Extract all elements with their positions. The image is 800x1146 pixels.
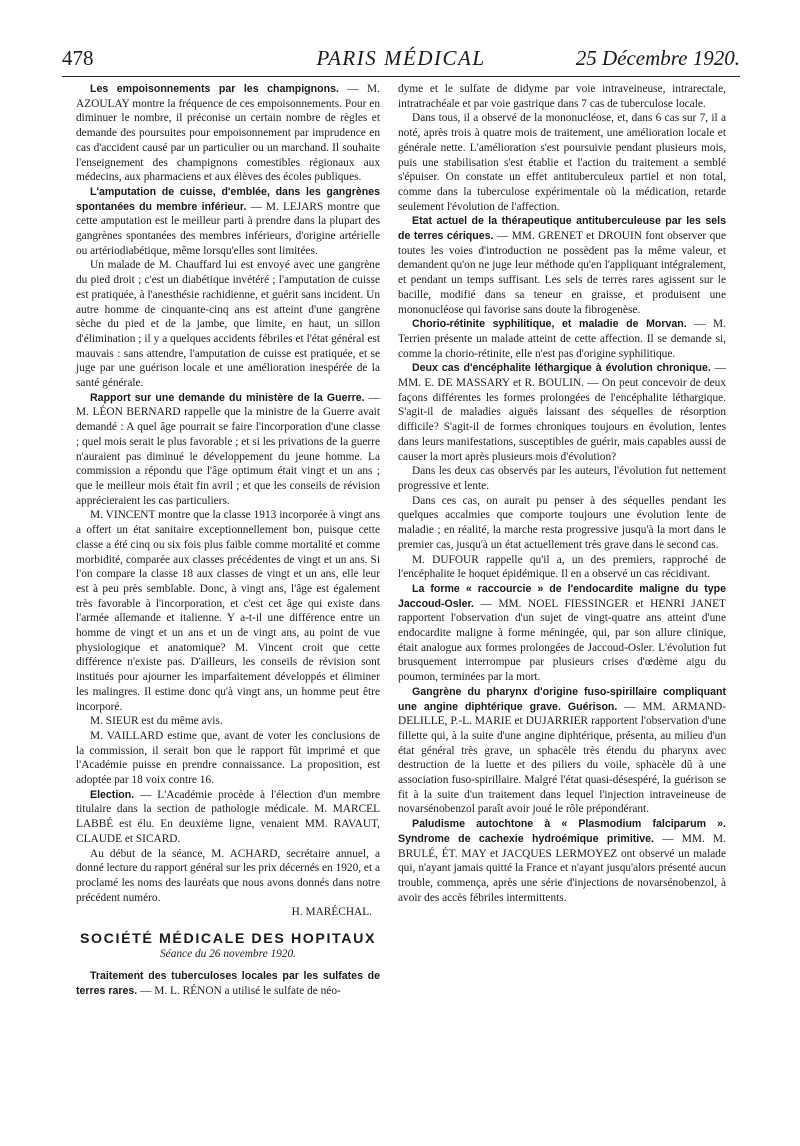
article-text: — MM. M. BRULÉ, ÉT. MAY et JACQUES LERMOYEZ ont observé un malade qui, n'ayant jamais quitté la France et n'ayant jusqu'alors présenté aucun trouble, commença, après une série d'injections de novarsénobenzol, à avoir des accès fébriles intermittents.: [398, 832, 726, 904]
article-heading: Etat actuel de la thérapeutique antituberculeuse par les sels de terres cériques.: [398, 215, 726, 243]
article-paragraph: [76, 969, 380, 998]
paragraph: M. VAILLARD estime que, avant de voter les conclusions de la commission, il serait bon que le rapport fût imprimé et que l'Académie puisse en prendre connaissance. La proposition, est adoptée par 18 voix contre 16.: [76, 729, 380, 787]
article-heading: Traitement des tuberculoses locales par les sulfates de terres rares.: [76, 970, 380, 998]
paragraph-continuation: dyme et le sulfate de didyme par voie intraveineuse, intrarectale, intratrachéale et par voie gastrique dans 7 cas de tuberculose locale.: [398, 83, 726, 110]
section-subtitle: Séance du 26 novembre 1920.: [160, 947, 296, 960]
paragraph: Dans les deux cas observés par les auteurs, l'évolution fut nettement progressive et lente.: [398, 465, 726, 492]
article-heading: Chorio-rétinite syphilitique, et maladie de Morvan.: [412, 318, 687, 331]
paragraph: Dans ces cas, on aurait pu penser à des séquelles pendant les quelques accalmies que comporte toujours une évolution lente de maladie ; en réalité, la marche resta progressive jusqu'à la mort dans le premier cas, jusqu'à un état actuellement très grave dans le second cas.: [398, 494, 726, 551]
article-heading: La forme « raccourcie » de l'endocardite maligne du type Jaccoud-Osler.: [398, 582, 726, 610]
article-paragraph: [76, 391, 380, 509]
left-column: [76, 82, 380, 999]
article-paragraph: [76, 788, 380, 847]
article-text: — MM. E. DE MASSARY et R. BOULIN. — On peut concevoir de deux façons différentes les formes prolongées de l'encéphalite léthargique. S'agit-il de maladies aiguës laissant des séquelles de résorption difficile? S'agit-il de formes chroniques toujours en évolution, lentes dans leurs manifestations, susceptibles de guérir, mais capables aussi de causer la mort après plusieurs mois d'évolution?: [398, 362, 726, 463]
article-heading: Paludisme autochtone à « Plasmodium falciparum ». Syndrome de cachexie hydroémique primitive.: [398, 818, 726, 845]
article-paragraph: [398, 361, 726, 464]
paragraph: Au début de la séance, M. ACHARD, secrétaire annuel, a donné lecture du rapport général sur les prix décernés en 1920, et a proclamé les noms des lauréats que nous avons donnés dans notre précédent numéro.: [76, 847, 380, 904]
journal-title: PARIS MÉDICAL: [316, 46, 486, 70]
paragraph: Un malade de M. Chauffard lui est envoyé avec une gangrène du pied droit ; c'est un diabétique invétéré ; l'amputation de cuisse est pratiquée, à l'anesthésie rachidienne, et guérit sans incident. Un autre homme de cinquante-cinq ans est atteint d'une gangrène sèche du pied et de la jambe, que limite, en haut, un sillon d'élimination ; il y a quelques accidents fébriles et l'état général est mauvais : sans attendre, l'amputation de cuisse est pratiquée, et se juge par une guérison locale et une amélioration inespérée de la santé générale.: [76, 259, 380, 390]
article-paragraph: [76, 185, 380, 259]
article-heading: Election.: [90, 788, 135, 801]
article-text: — M. L. RÉNON a utilisé le sulfate de néo-: [137, 985, 341, 998]
article-heading: Gangrène du pharynx d'origine fuso-spirillaire compliquant une angine diphtérique grave. Guérison.: [398, 685, 726, 713]
article-text: — MM. GRENET et DROUIN font observer que toutes les voies d'introduction ne possèdent pas la même valeur, et demandent qu'on ne juge leur méthode qu'en l'appliquant intégralement, et pendant un temps suffisant. Les sels de terres rares agissent sur le bacille, modifié dans sa teneur en graisse, et produisent une mononucléose qui favorise sans doute la fibrogenèse.: [398, 230, 726, 316]
paragraph: M. DUFOUR rappelle qu'il a, un des premiers, rapproché de l'encéphalite le hoquet épidémique. Il en a observé un cas récidivant.: [398, 553, 726, 581]
article-paragraph: [398, 685, 726, 817]
article-text: — M. AZOULAY montre la fréquence de ces empoisonnements. Pour en diminuer le nombre, il préconise un certain nombre de règles et demande des poursuites pour empoisonnement par imprudence en cas d'accident causé par un particulier ou un marchand. Il souhaite l'enseignement des champignons comestibles régionaux aux médecins, aux pharmaciens et aux élèves des écoles publiques.: [76, 83, 380, 184]
article-paragraph: [398, 214, 726, 317]
paragraph: M. SIEUR est du même avis.: [90, 715, 223, 728]
page-header: [62, 44, 740, 77]
article-paragraph: [398, 582, 726, 685]
article-text: — M. Terrien présente un malade atteint de cette affection. Il se demande si, comme la chorio-rétinite, elle n'est pas d'origine syphilitique.: [398, 318, 726, 360]
article-heading: Deux cas d'encéphalite léthargique à évolution chronique.: [412, 362, 711, 375]
article-heading: L'amputation de cuisse, d'emblée, dans les gangrènes spontanées du membre inférieur.: [76, 185, 380, 213]
article-text: — M. LEJARS montre que cette amputation est le meilleur parti à prendre dans la plupart des gangrènes spontanées des membres inférieurs, d'origine artérielle ou artériodiabétique, même lorsqu'elles sont limitées.: [76, 200, 380, 257]
article-heading: Les empoisonnements par les champignons.: [90, 83, 339, 95]
article-text: — M. LÉON BERNARD rappelle que la ministre de la Guerre avait demandé : A quel âge pourrait se faire l'incorporation d'une classe ; quel mois serait le plus favorable ; et si les privations de la guerre n'auraient pas diminué le développement du jeune homme. La commission a répondu que l'âge optimum était vingt et un ans ; que le meilleur mois était fin avril ; et que les conseils de révision apprécieraient les cas particuliers.: [76, 391, 381, 507]
article-paragraph: [76, 82, 380, 185]
article-paragraph: [398, 817, 726, 905]
article-paragraph: [398, 317, 726, 361]
article-heading: Rapport sur une demande du ministère de la Guerre.: [90, 391, 365, 404]
paragraph: M. VINCENT montre que la classe 1913 incorporée à vingt ans a offert un état sanitaire exceptionnellement bon, puisque cette classe a été cinq ou six fois plus faible comme mortalité et comme morbidité, comparée aux classes précédentes de vingt et un ans. Si l'on compare la classe 18 aux classes de vingt et un ans, elle leur est à peu près semblable. Donc, à vingt ans, l'âge est également très favorable à l'incorporation, et c'est cet âge qui existe dans l'armée allemande et italienne. Y a-t-il une différence entre un homme de vingt et un ans et un de vingt ans, au point de vue physiologique et anatomique? M. Vincent croit que cette différence n'existe pas. D'ailleurs, les conseils de révision sont institués pour ajourner les imparfaitement développés et éliminer les malingres. Il estime donc qu'à vingt ans, un homme peut être incorporé.: [76, 509, 380, 713]
right-column: [398, 82, 726, 905]
paragraph: Dans tous, il a observé de la mononucléose, et, dans 6 cas sur 7, il a noté, après trois à quatre mois de traitement, une amélioration locale et générale nette. L'amélioration s'est poursuivie pendant plusieurs mois, puis une stabilisation s'est établie et l'action du traitement a semblé s'épuiser. On constate un effet antituberculeux partiel et non total, comme dans la tuberculose expérimentale où la médication, retarde seulement l'évolution de l'affection.: [398, 112, 726, 213]
author-signature: H. MARÉCHAL.: [291, 906, 372, 919]
article-text: — L'Académie procède à l'élection d'un membre titulaire dans la section de pathologie médicale. M. MARCEL LABBÉ est élu. En deuxième ligne, venaient MM. RAVAUT, CLAUDE et SICARD.: [76, 788, 380, 845]
article-text: — MM. NOEL FIESSINGER et HENRI JANET rapportent l'observation d'un sujet de vingt-quatre ans atteint d'une endocardite maligne à forme méningée, qui, par son allure clinique, était analogue aux formes prolongées de Jaccoud-Osler. L'évolution fut brusquement interrompue par plusieurs crises d'œdème aigu du poumon, terminées par la mort.: [398, 597, 726, 684]
section-title: SOCIÉTÉ MÉDICALE DES HOPITAUX: [79, 931, 377, 948]
page-number: 478: [62, 46, 94, 70]
issue-date: 25 Décembre 1920.: [575, 46, 740, 70]
article-text: — MM. ARMAND-DELILLE, P.-L. MARIE et DUJARRIER rapportent l'observation d'une fillette qui, à la suite d'une angine diphtérique, présenta, au milieu d'un état général très grave, un sphacèle très étendu du pharynx avec destruction de la luette et des piliers du voile, sphacèle dû à une association fuso-spirillaire. Malgré l'état quasi-désespéré, la guérison se fit à la suite d'un traitement dans lequel l'injection intraveineuse de novarsénobenzol paraît avoir joué le rôle prépondérant.: [398, 700, 726, 816]
